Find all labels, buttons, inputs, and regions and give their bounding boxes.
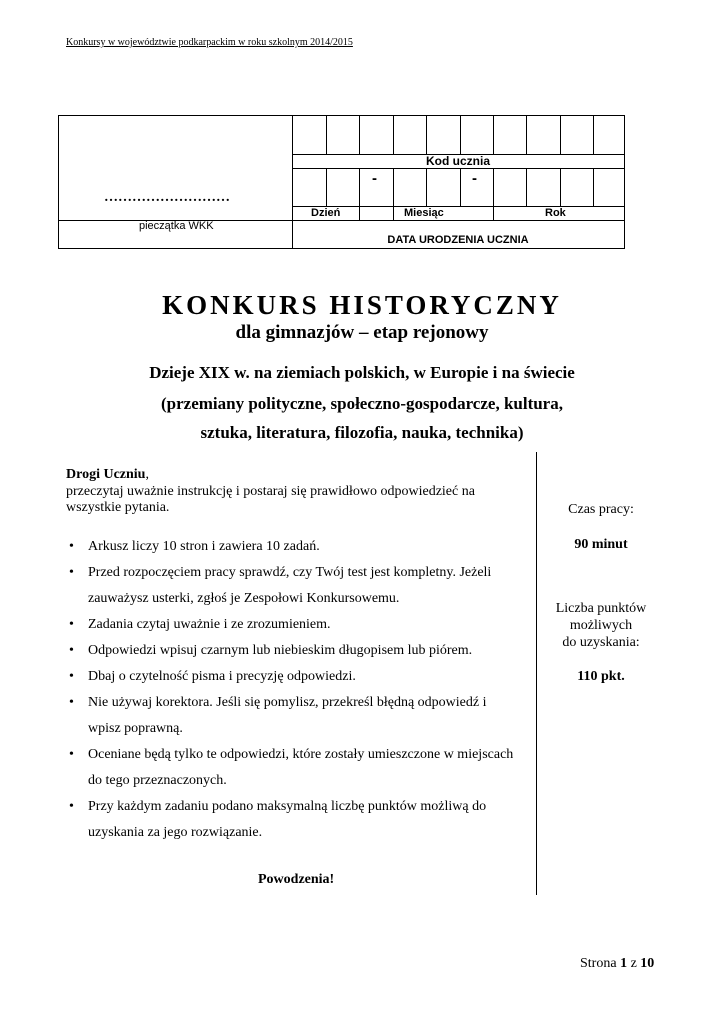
greeting-text: Drogi Uczniu [66,467,146,482]
page-title: KONKURS HISTORYCZNY [162,290,562,320]
topic-line-1: Dzieje XIX w. na ziemiach polskich, w Europie i na świecie [149,363,575,382]
points-label-3: do uzyskania: [562,635,640,650]
intro-line-1: przeczytaj uważnie instrukcję i postaraj się prawidłowo odpowiedzieć na [66,484,475,499]
year-label: Rok [545,207,566,219]
stamp-label: pieczątka WKK [139,220,214,232]
greeting [66,467,149,483]
date-dash-1: - [372,170,377,187]
instruction-item: • Arkusz liczy 10 stron i zawiera 10 zadań. [66,534,516,560]
page-subtitle: dla gimnazjów – etap rejonowy [235,322,489,343]
time-label: Czas pracy: [568,502,634,517]
instruction-item: • Dbaj o czytelność pisma i precyzję odpowiedzi. [66,664,516,690]
month-label: Miesiąc [404,207,444,219]
header-competition-info: Konkursy w województwie podkarpackim w roku szkolnym 2014/2015 [66,37,353,48]
topic-line-3: sztuka, literatura, filozofia, nauka, technika) [200,423,524,442]
stamp-dots: ……………………… [104,190,230,205]
greeting-comma: , [145,467,149,482]
page-total: 10 [640,956,655,971]
birthdate-label: DATA URODZENIA UCZNIA [387,234,529,246]
page-prefix: Strona [580,956,617,971]
points-label-2: możliwych [569,618,633,633]
page-of: z [630,956,637,971]
page-current: 1 [620,956,628,971]
instruction-item: • Odpowiedzi wpisuj czarnym lub niebieskim długopisem lub piórem. [66,638,516,664]
instruction-item: • Przed rozpoczęciem pracy sprawdź, czy Twój test jest kompletny. Jeżeli zauważysz usterki, zgłoś je Zespołowi Konkursowemu. [66,560,516,612]
page-number [580,956,654,972]
student-code-box [58,115,625,249]
closing-text: Powodzenia! [258,872,335,887]
date-dash-2: - [472,170,477,187]
instructions-list [66,534,516,846]
topic-line-2: (przemiany polityczne, społeczno-gospodarcze, kultura, [161,394,563,413]
instruction-item: • Zadania czytaj uważnie i ze zrozumieniem. [66,612,516,638]
points-label-1: Liczba punktów [555,601,647,616]
instruction-item: • Nie używaj korektora. Jeśli się pomylisz, przekreśl błędną odpowiedź i wpisz poprawną. [66,690,516,742]
kod-ucznia-label: Kod ucznia [425,154,490,168]
time-value: 90 minut [574,537,628,552]
intro-line-2: wszystkie pytania. [66,500,170,515]
instruction-item: • Oceniane będą tylko te odpowiedzi, które zostały umieszczone w miejscach do tego przeznaczonych. [66,742,516,794]
points-value: 110 pkt. [577,669,625,684]
day-label: Dzień [311,207,341,219]
instruction-item: • Przy każdym zadaniu podano maksymalną liczbę punktów możliwą do uzyskania za jego rozwiązanie. [66,794,516,846]
